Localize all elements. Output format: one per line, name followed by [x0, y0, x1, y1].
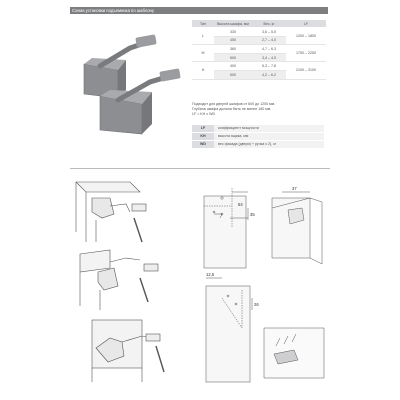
drawing-front-view — [204, 188, 248, 268]
note-door-width: Подходит для дверей шкафов от 600 до 1200 мм. — [192, 102, 276, 106]
product-photo — [70, 20, 188, 138]
weight-cell: 5,3 – 7,8 — [252, 62, 286, 71]
dimension-label: 26 — [254, 302, 259, 307]
type-cell: L — [192, 28, 214, 45]
weight-cell: 4,7 – 6,3 — [252, 45, 286, 54]
height-cell: 500 — [214, 70, 252, 79]
legend-value: высота ящика, мм — [214, 133, 324, 140]
weight-cell: 2,7 – 4,0 — [252, 36, 286, 45]
dimension-label: 37 — [292, 186, 297, 191]
note-formula: LF = KH x WD — [192, 112, 216, 116]
col-header-lf: LF — [286, 20, 326, 28]
lift-mechanism-upper — [84, 34, 157, 98]
dimension-label: 35 — [250, 212, 255, 217]
drawing-lower-view — [206, 278, 252, 382]
weight-cell: 3,6 – 5,5 — [252, 28, 286, 37]
notes — [192, 102, 275, 117]
col-header-weight: Вес, кг — [252, 20, 286, 28]
header-bar — [70, 7, 328, 14]
height-cell: 500 — [214, 53, 252, 62]
legend-table — [192, 125, 324, 149]
step-3-illustration — [92, 320, 164, 382]
note-cabinet-depth: Глубина шкафа должна быть не менее 180 мм. — [192, 107, 272, 111]
type-cell: H — [192, 62, 214, 79]
legend-key: WD — [192, 141, 214, 148]
step-1-illustration — [76, 182, 146, 242]
drawing-side-view — [272, 192, 322, 264]
height-cell: 330 — [214, 28, 252, 37]
dimension-label: 12,5 — [206, 272, 215, 277]
header-title: Схема установки подъемника по шаблону — [72, 8, 154, 13]
height-cell: 360 — [214, 45, 252, 54]
drawing-hinge-detail — [264, 328, 324, 378]
legend-key: LF — [192, 125, 214, 132]
legend-value: вес фасада (двери) + ручка x 2), кг — [214, 141, 324, 148]
legend-value: коэффициент мощности — [214, 125, 324, 132]
legend-row — [192, 125, 324, 133]
lf-cell: 1200 – 1800 — [286, 28, 326, 45]
step-2-illustration — [80, 250, 158, 310]
lf-cell: 2100 – 3100 — [286, 62, 326, 79]
spec-table — [192, 20, 326, 80]
height-cell: 450 — [214, 36, 252, 45]
weight-cell: 4,2 – 6,2 — [252, 70, 286, 79]
installation-steps — [70, 178, 188, 388]
legend-row — [192, 141, 324, 149]
weight-cell: 3,4 – 4,5 — [252, 53, 286, 62]
technical-drawings — [192, 178, 332, 388]
height-cell: 400 — [214, 62, 252, 71]
type-cell: M — [192, 45, 214, 62]
section-divider — [70, 168, 330, 169]
dimension-label: 64 — [238, 202, 243, 207]
col-header-type: Тип — [192, 20, 214, 28]
col-header-height: Высота шкафа, мм — [214, 20, 252, 28]
lf-cell: 1700 – 2250 — [286, 45, 326, 62]
legend-key: KH — [192, 133, 214, 140]
legend-row — [192, 133, 324, 141]
